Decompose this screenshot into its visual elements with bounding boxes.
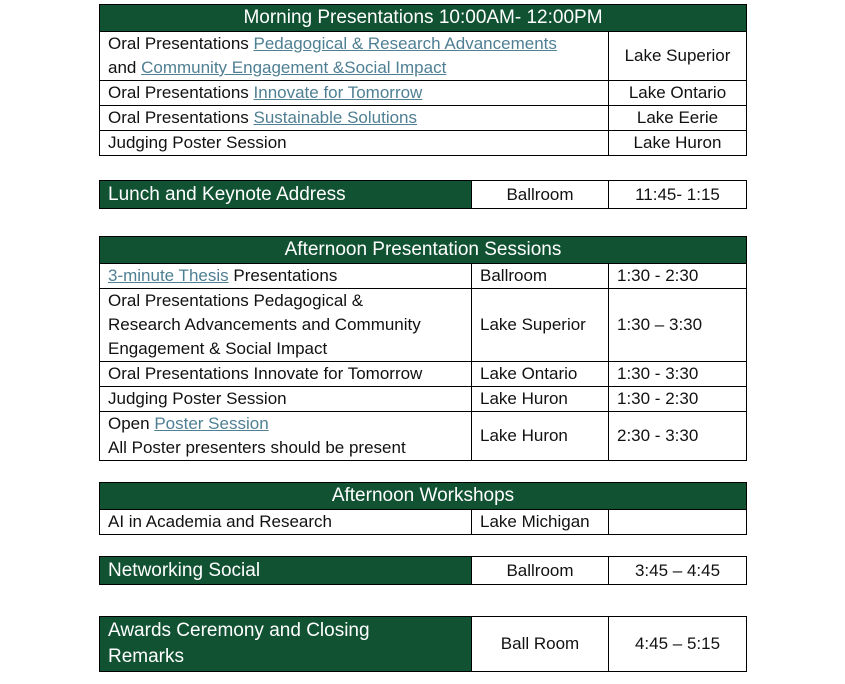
time-cell: 1:30 - 3:30: [609, 362, 747, 387]
table-row: [100, 617, 747, 672]
session-cell: [100, 412, 472, 461]
session-label: Research Advancements and Community: [108, 315, 421, 334]
session-label: All Poster presenters should be present: [108, 438, 406, 457]
networking-title: Networking Social: [100, 557, 472, 585]
room-cell: Lake Huron: [472, 387, 609, 412]
table-row: [100, 289, 747, 362]
time-cell: 1:30 – 3:30: [609, 289, 747, 362]
room-cell: Ball Room: [472, 617, 609, 672]
table-row: [100, 557, 747, 585]
sustainable-link[interactable]: Sustainable Solutions: [253, 108, 418, 127]
session-cell: AI in Academia and Research: [100, 510, 472, 535]
session-label: Engagement & Social Impact: [108, 339, 328, 358]
awards-title: [100, 617, 472, 672]
table-row: [100, 362, 747, 387]
session-label: Open: [108, 414, 155, 433]
time-cell: 1:30 - 2:30: [609, 264, 747, 289]
workshops-table: [99, 482, 747, 535]
session-cell: [100, 264, 472, 289]
networking-table: [99, 556, 747, 585]
time-cell: 11:45- 1:15: [609, 181, 747, 209]
table-row: [100, 181, 747, 209]
table-row: [100, 131, 747, 156]
innovate-link[interactable]: Innovate for Tomorrow: [253, 83, 423, 102]
lunch-table: [99, 180, 747, 209]
room-cell: Ballroom: [472, 264, 609, 289]
pedagogical-link[interactable]: Pedagogical & Research Advancements: [253, 34, 557, 53]
room-cell: Ballroom: [472, 557, 609, 585]
session-cell: Oral Presentations Innovate for Tomorrow: [100, 362, 472, 387]
table-row: [100, 32, 747, 81]
awards-title-line: Awards Ceremony and Closing: [108, 620, 370, 641]
table-row: [100, 81, 747, 106]
room-cell: Lake Huron: [609, 131, 747, 156]
session-cell: Judging Poster Session: [100, 387, 472, 412]
session-label: and: [108, 58, 142, 77]
lunch-title: Lunch and Keynote Address: [100, 181, 472, 209]
table-row: [100, 264, 747, 289]
morning-header: Morning Presentations 10:00AM- 12:00PM: [100, 5, 747, 32]
awards-title-line: Remarks: [108, 646, 185, 667]
time-cell: [609, 510, 747, 535]
poster-session-link[interactable]: Poster Session: [154, 414, 269, 433]
session-cell: [100, 32, 609, 81]
morning-table: [99, 4, 747, 156]
session-cell: Judging Poster Session: [100, 131, 609, 156]
session-label: Oral Presentations: [108, 34, 254, 53]
table-row: [100, 387, 747, 412]
session-label: Oral Presentations Pedagogical &: [108, 291, 364, 310]
room-cell: Lake Superior: [472, 289, 609, 362]
session-cell: [100, 289, 472, 362]
room-cell: Lake Eerie: [609, 106, 747, 131]
room-cell: Lake Huron: [472, 412, 609, 461]
session-label: Presentations: [228, 266, 338, 285]
time-cell: 2:30 - 3:30: [609, 412, 747, 461]
thesis-link[interactable]: 3-minute Thesis: [108, 266, 229, 285]
afternoon-table: [99, 236, 747, 461]
afternoon-header: Afternoon Presentation Sessions: [100, 237, 747, 264]
time-cell: 3:45 – 4:45: [609, 557, 747, 585]
room-cell: Lake Michigan: [472, 510, 609, 535]
time-cell: 4:45 – 5:15: [609, 617, 747, 672]
workshops-header: Afternoon Workshops: [100, 483, 747, 510]
session-label: Oral Presentations: [108, 83, 254, 102]
table-row: [100, 412, 747, 461]
community-link[interactable]: Community Engagement &Social Impact: [141, 58, 447, 77]
room-cell: Ballroom: [472, 181, 609, 209]
session-cell: [100, 106, 609, 131]
table-row: [100, 106, 747, 131]
room-cell: Lake Ontario: [472, 362, 609, 387]
time-cell: 1:30 - 2:30: [609, 387, 747, 412]
room-cell: Lake Ontario: [609, 81, 747, 106]
session-label: Oral Presentations: [108, 108, 254, 127]
room-cell: Lake Superior: [609, 32, 747, 81]
session-cell: [100, 81, 609, 106]
table-row: [100, 510, 747, 535]
awards-table: [99, 616, 747, 672]
